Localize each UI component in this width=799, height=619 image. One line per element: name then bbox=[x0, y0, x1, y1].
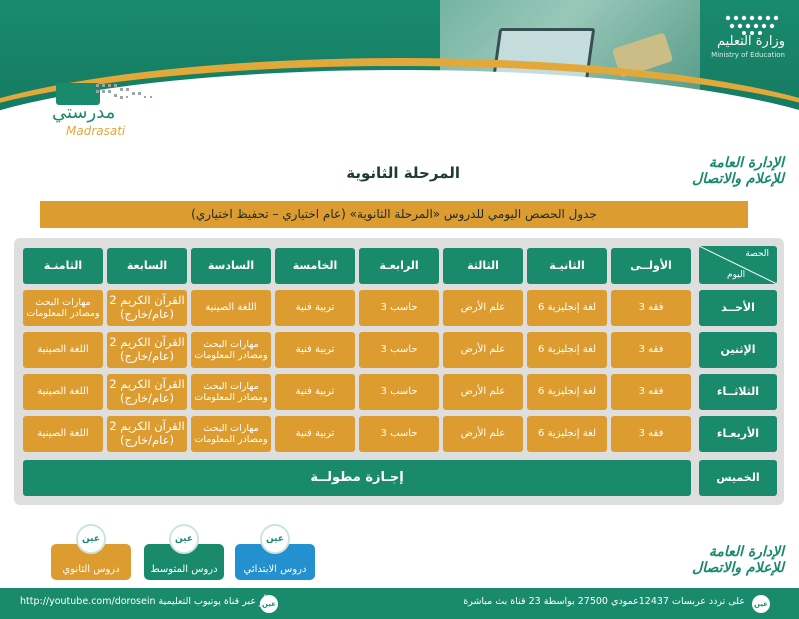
ain-logo-icon: عين bbox=[260, 595, 278, 613]
period-header-1: الأولــى bbox=[611, 248, 691, 284]
schedule-cell: لغة إنجليزية 6 bbox=[527, 374, 607, 410]
day-label-sunday: الأحــد bbox=[699, 290, 777, 326]
schedule-cell: تربية فنية bbox=[275, 290, 355, 326]
corner-day-label: اليوم bbox=[727, 270, 746, 281]
schedule-cell: علم الأرض bbox=[443, 290, 523, 326]
schedule-cell: القرآن الكريم 2 (عام/خارج) bbox=[107, 374, 187, 410]
schedule-banner: جدول الحصص اليومي للدروس «المرحلة الثانوية» (عام اختياري – تحفيظ اختياري) bbox=[40, 201, 748, 228]
schedule-cell: فقه 3 bbox=[611, 374, 691, 410]
schedule-cell: فقه 3 bbox=[611, 416, 691, 452]
schedule-cell: علم الأرض bbox=[443, 416, 523, 452]
schedule-corner-cell bbox=[699, 246, 777, 284]
schedule-cell: القرآن الكريم 2 (عام/خارج) bbox=[107, 290, 187, 326]
department-logo-bottom: الإدارة العامة للإعلام والاتصال bbox=[692, 544, 784, 576]
schedule-cell: تربية فنية bbox=[275, 374, 355, 410]
middle-lessons-label: دروس المتوسط bbox=[150, 564, 218, 575]
youtube-url-link[interactable]: http://youtube.com/dorosein bbox=[20, 596, 156, 607]
ain-logo-icon: عين bbox=[752, 595, 770, 613]
schedule-cell: علم الأرض bbox=[443, 332, 523, 368]
schedule-cell: لغة إنجليزية 6 bbox=[527, 332, 607, 368]
schedule-cell: اللغة الصينية bbox=[191, 290, 271, 326]
semester-title: الفصل الأول 1443هـ bbox=[494, 121, 640, 137]
period-header-8: الثامنـة bbox=[23, 248, 103, 284]
schedule-cell: علم الأرض bbox=[443, 374, 523, 410]
period-header-4: الرابعـة bbox=[359, 248, 439, 284]
stage-title: المرحلة الثانوية bbox=[346, 164, 460, 182]
corner-period-label: الحصة bbox=[745, 249, 769, 259]
schedule-cell: حاسب 3 bbox=[359, 416, 439, 452]
secondary-lessons-button[interactable] bbox=[51, 534, 131, 580]
madrasati-logo-en: Madrasati bbox=[66, 124, 126, 138]
footer-youtube bbox=[20, 596, 267, 607]
department-logo-top: الإدارة العامة للإعلام والاتصال bbox=[692, 155, 784, 187]
day-label-wednesday: الأربعـاء bbox=[699, 416, 777, 452]
period-header-3: الثالثة bbox=[443, 248, 523, 284]
schedule-cell: تربية فنية bbox=[275, 416, 355, 452]
schedule-cell: فقه 3 bbox=[611, 332, 691, 368]
schedule-cell: القرآن الكريم 2 (عام/خارج) bbox=[107, 416, 187, 452]
secondary-lessons-label: دروس الثانوي bbox=[62, 564, 120, 575]
schedule-cell: مهارات البحث ومصادر المعلومات bbox=[191, 332, 271, 368]
period-header-7: السابعة bbox=[107, 248, 187, 284]
schedule-cell: مهارات البحث ومصادر المعلومات bbox=[191, 416, 271, 452]
period-header-6: السادسة bbox=[191, 248, 271, 284]
schedule-cell: القرآن الكريم 2 (عام/خارج) bbox=[107, 332, 187, 368]
holiday-banner: إجـازة مطولــة bbox=[23, 460, 691, 496]
schedule-cell: حاسب 3 bbox=[359, 290, 439, 326]
youtube-text: أو عبر قناة يوتيوب التعليمية bbox=[158, 596, 267, 607]
schedule-cell: حاسب 3 bbox=[359, 374, 439, 410]
schedule-cell: اللغة الصينية bbox=[23, 374, 103, 410]
ministry-logo-icon bbox=[722, 12, 782, 36]
middle-lessons-button[interactable] bbox=[144, 534, 224, 580]
footer-satellite-info: على تردد عربسات 12437عمودي 27500 بواسطة 23 قناة بث مباشرة bbox=[463, 596, 745, 607]
schedule-cell: فقه 3 bbox=[611, 290, 691, 326]
schedule-cell: تربية فنية bbox=[275, 332, 355, 368]
madrasati-dots-icon bbox=[94, 82, 164, 104]
primary-lessons-label: دروس الابتدائي bbox=[243, 564, 307, 575]
schedule-cell: اللغة الصينية bbox=[23, 416, 103, 452]
ain-logo-icon: عين bbox=[169, 524, 199, 554]
schedule-cell: اللغة الصينية bbox=[23, 332, 103, 368]
schedule-cell: مهارات البحث ومصادر المعلومات bbox=[191, 374, 271, 410]
primary-lessons-button[interactable] bbox=[235, 534, 315, 580]
week-title: الأسبوع العاشر bbox=[536, 100, 640, 116]
period-header-5: الخامسة bbox=[275, 248, 355, 284]
ministry-name-en: Ministry of Education bbox=[711, 51, 785, 59]
day-label-thursday: الخميس bbox=[699, 460, 777, 496]
day-label-monday: الإثنين bbox=[699, 332, 777, 368]
schedule-cell: لغة إنجليزية 6 bbox=[527, 290, 607, 326]
madrasati-logo-text: مدرستي bbox=[52, 102, 116, 123]
schedule-cell: حاسب 3 bbox=[359, 332, 439, 368]
schedule-cell: لغة إنجليزية 6 bbox=[527, 416, 607, 452]
period-header-2: الثانيـة bbox=[527, 248, 607, 284]
schedule-cell: مهارات البحث ومصادر المعلومات bbox=[23, 290, 103, 326]
ain-logo-icon: عين bbox=[76, 524, 106, 554]
ain-logo-icon: عين bbox=[260, 524, 290, 554]
ministry-name-ar: وزارة التعليم bbox=[716, 34, 785, 49]
day-label-tuesday: الثلاثــاء bbox=[699, 374, 777, 410]
